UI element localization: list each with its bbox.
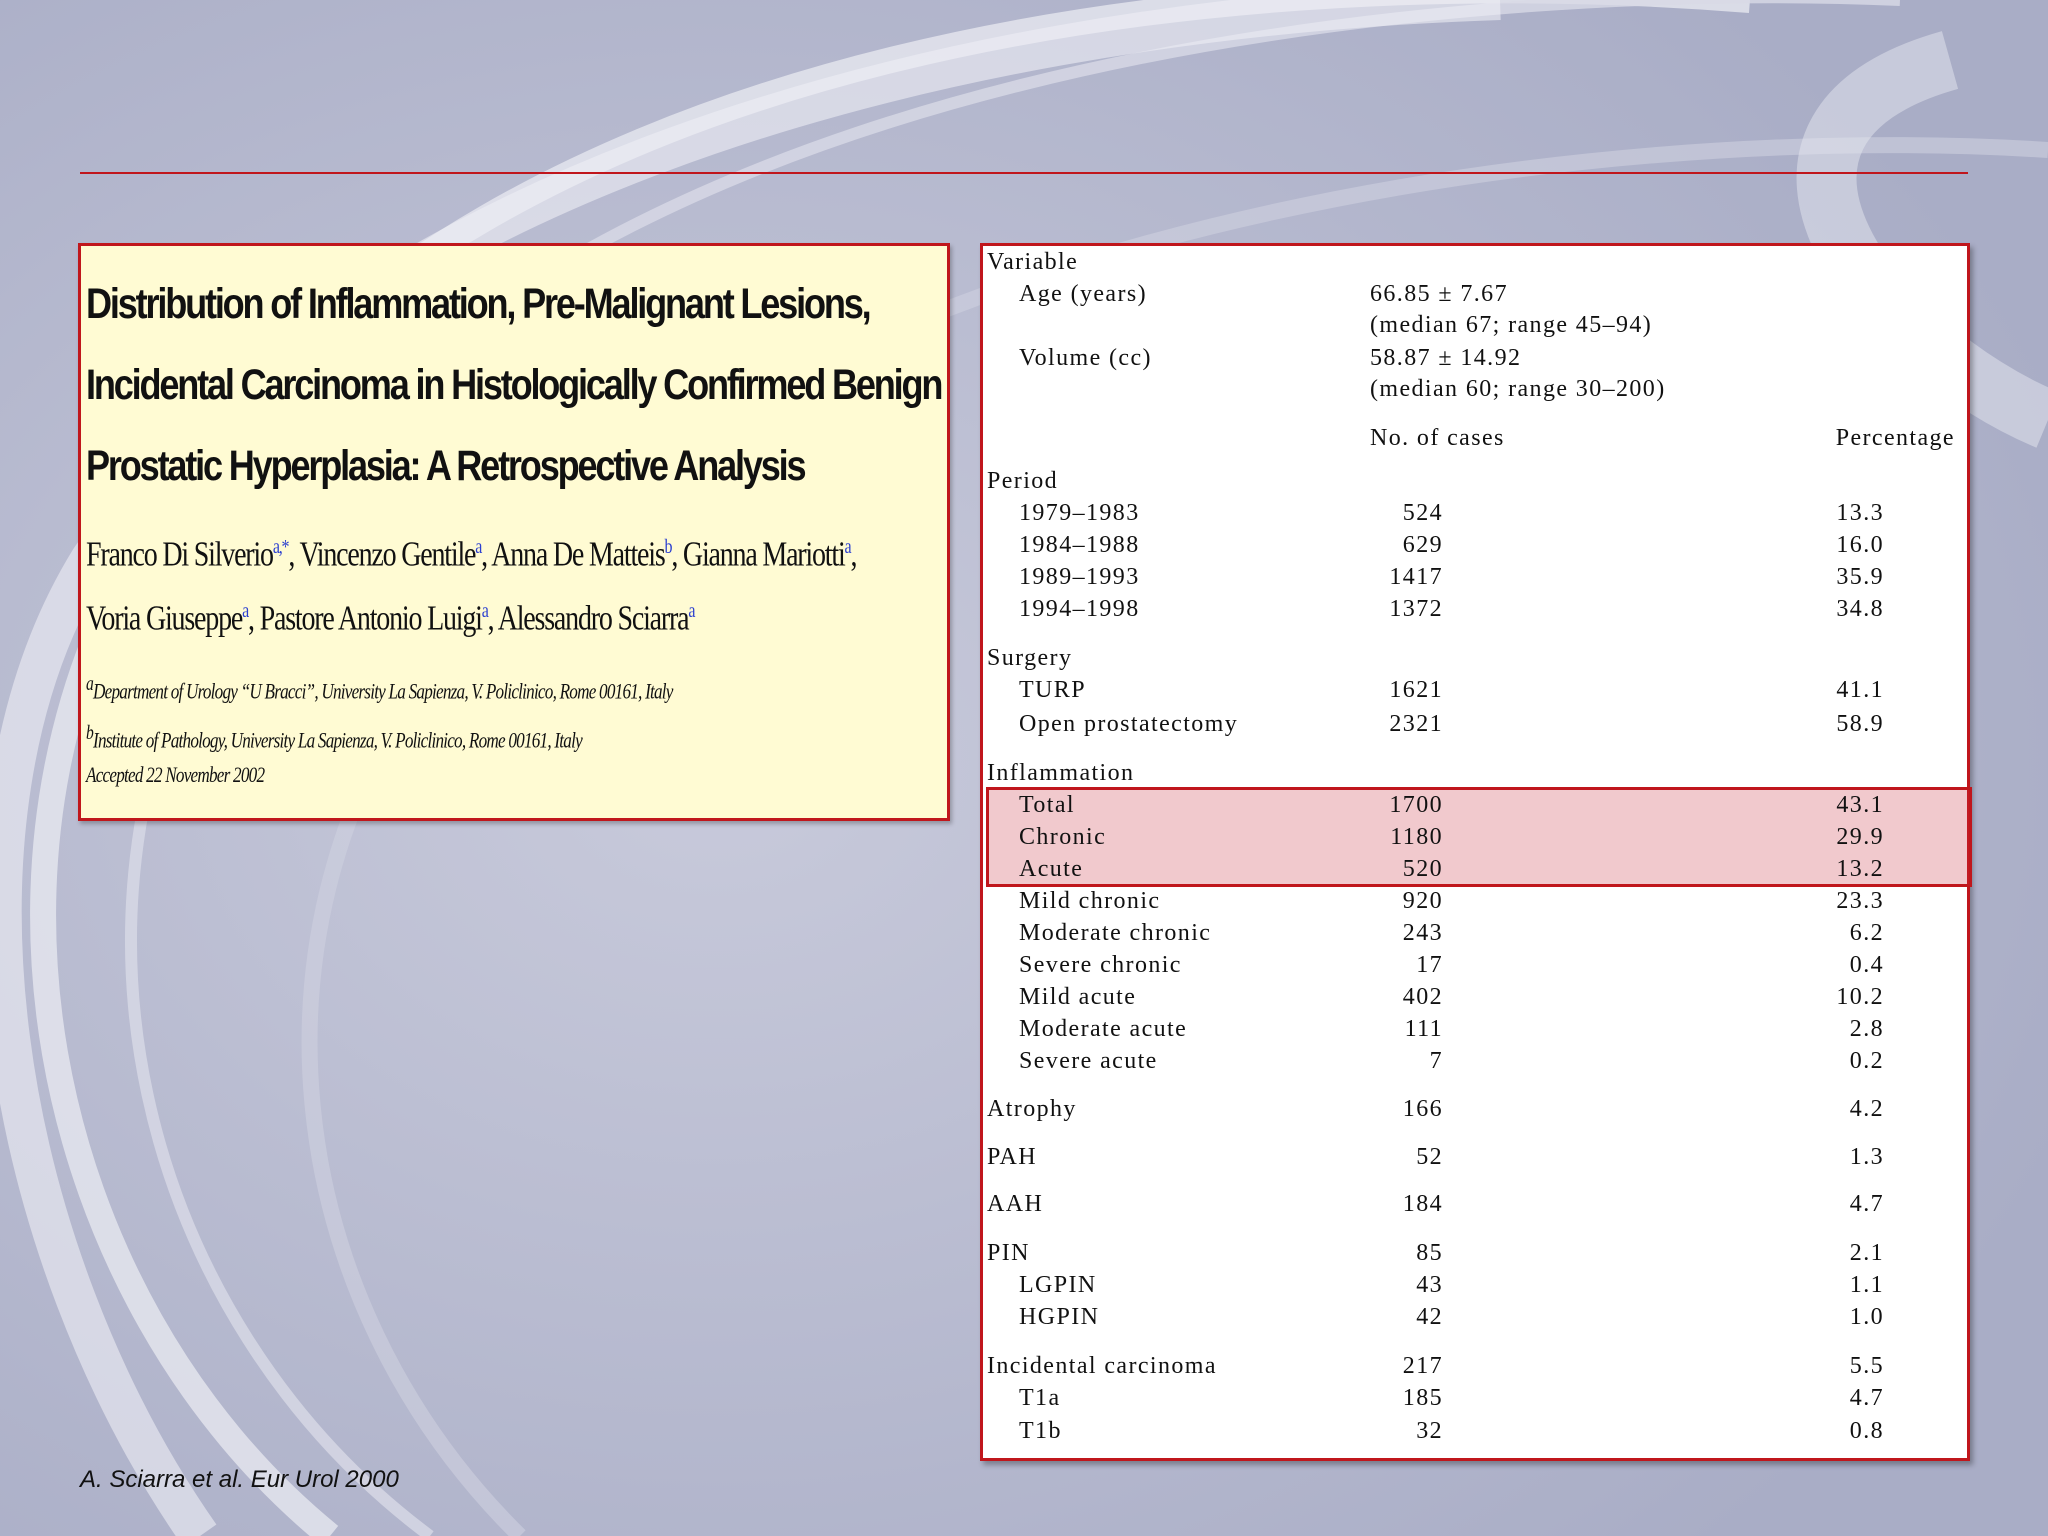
table-row-cases: 43 xyxy=(1416,1272,1443,1298)
table-header-variable: Variable xyxy=(987,249,1079,275)
table-row-label: 1984–1988 xyxy=(1019,532,1140,558)
table-row-label: Incidental carcinoma xyxy=(987,1353,1217,1379)
table-row-label: Atrophy xyxy=(987,1096,1077,1122)
table-row-label: Chronic xyxy=(1019,824,1107,850)
table-row-percentage: 2.1 xyxy=(1849,1240,1884,1266)
table-row-cases: 1180 xyxy=(1390,824,1443,850)
paper-title-line: Incidental Carcinoma in Histologically Confirmed Benign xyxy=(86,361,942,409)
table-row-cases: 524 xyxy=(1402,500,1443,526)
table-row-label: Mild chronic xyxy=(1019,888,1161,914)
table-row-label: Period xyxy=(987,468,1059,494)
author-name: Alessandro Sciarra xyxy=(497,598,689,638)
author-sup: b xyxy=(664,536,672,558)
table-row-cases: 629 xyxy=(1402,532,1443,558)
affiliation-text: Institute of Pathology, University La Sapienza, V. Policlinico, Rome 00161, Italy xyxy=(93,727,582,753)
table-row-percentage: 35.9 xyxy=(1836,564,1884,590)
author-name: Franco Di Silverio xyxy=(86,534,273,574)
table-row-percentage: 41.1 xyxy=(1836,677,1884,703)
table-row-percentage: 13.2 xyxy=(1836,856,1884,882)
table-row-cases: 1372 xyxy=(1389,596,1443,622)
author-sep: , xyxy=(487,598,498,638)
author-sep: , xyxy=(248,598,260,638)
column-header-percentage: Percentage xyxy=(1835,425,1955,451)
table-row-cases: 85 xyxy=(1416,1240,1443,1266)
table-row-label: 1979–1983 xyxy=(1019,500,1140,526)
author-sup: a,* xyxy=(272,536,289,558)
table-row-cases: 1417 xyxy=(1389,564,1443,590)
author-name: Gianna Mariotti xyxy=(682,534,845,574)
column-header-cases: No. of cases xyxy=(1370,425,1505,451)
table-row-percentage: 43.1 xyxy=(1836,792,1884,818)
table-row-cases: 520 xyxy=(1402,856,1443,882)
table-row-label: HGPIN xyxy=(1019,1304,1100,1330)
paper-authors xyxy=(86,519,856,646)
table-row-label: T1a xyxy=(1019,1385,1061,1411)
author-name: Pastore Antonio Luigi xyxy=(259,598,482,638)
table-row-percentage: 13.3 xyxy=(1836,500,1884,526)
table-row-percentage: 1.1 xyxy=(1849,1272,1884,1298)
table-row-label: Surgery xyxy=(987,645,1073,671)
table-row-label: Moderate chronic xyxy=(1019,920,1212,946)
table-row-cases: 402 xyxy=(1402,984,1443,1010)
table-row-label: T1b xyxy=(1019,1418,1062,1444)
table-row-percentage: 1.0 xyxy=(1849,1304,1884,1330)
table-row-cases: 243 xyxy=(1402,920,1443,946)
table-row-percentage: 34.8 xyxy=(1836,596,1884,622)
table-row-cases: 166 xyxy=(1402,1096,1443,1122)
table-row-percentage: 16.0 xyxy=(1836,532,1884,558)
table-row-label: PIN xyxy=(987,1240,1030,1266)
table-row-label: Open prostatectomy xyxy=(1019,711,1239,737)
table-row-label: PAH xyxy=(987,1144,1038,1170)
table-row-label: LGPIN xyxy=(1019,1272,1097,1298)
table-row-label: Total xyxy=(1019,792,1075,818)
volume-label: Volume (cc) xyxy=(1019,345,1152,371)
author-sup: a xyxy=(688,599,695,622)
author-name: Voria Giuseppe xyxy=(86,598,243,638)
volume-detail: (median 60; range 30–200) xyxy=(1370,376,1666,402)
table-row-label: 1994–1998 xyxy=(1019,596,1140,622)
table-row-cases: 184 xyxy=(1402,1191,1443,1217)
author-sep: , xyxy=(288,534,300,574)
author-sep: , xyxy=(850,534,857,574)
author-sup: a xyxy=(481,599,488,622)
table-row-label: TURP xyxy=(1019,677,1086,703)
author-sup: a xyxy=(242,599,249,622)
table-row-percentage: 6.2 xyxy=(1849,920,1884,946)
table-row-percentage: 5.5 xyxy=(1849,1353,1884,1379)
table-row-label: Acute xyxy=(1019,856,1084,882)
paper-title-line: Prostatic Hyperplasia: A Retrospective Analysis xyxy=(86,442,805,490)
paper-affiliations xyxy=(86,663,673,762)
table-row-percentage: 29.9 xyxy=(1836,824,1884,850)
table-row-percentage: 0.8 xyxy=(1849,1418,1884,1444)
table-row-label: Moderate acute xyxy=(1019,1016,1188,1042)
results-table xyxy=(980,243,1970,1461)
table-row-cases: 52 xyxy=(1416,1144,1443,1170)
paper-title xyxy=(86,264,942,507)
age-label: Age (years) xyxy=(1019,281,1148,307)
title-divider-line xyxy=(80,172,1968,174)
table-row-percentage: 4.7 xyxy=(1849,1385,1884,1411)
paper-header-image xyxy=(78,243,950,821)
table-row-label: Severe chronic xyxy=(1019,952,1182,978)
table-row-cases: 32 xyxy=(1416,1418,1443,1444)
author-name: Anna De Matteis xyxy=(491,534,665,574)
table-row-label: Mild acute xyxy=(1019,984,1137,1010)
table-row-percentage: 23.3 xyxy=(1836,888,1884,914)
table-row-percentage: 4.7 xyxy=(1849,1191,1884,1217)
table-row-cases: 217 xyxy=(1402,1353,1443,1379)
affiliation-sup: b xyxy=(86,722,94,745)
author-sep: , xyxy=(671,534,683,574)
table-row-cases: 920 xyxy=(1402,888,1443,914)
author-sep: , xyxy=(481,534,492,574)
volume-value: 58.87 ± 14.92 xyxy=(1370,345,1522,371)
table-row-percentage: 58.9 xyxy=(1836,711,1884,737)
table-row-label: Severe acute xyxy=(1019,1048,1158,1074)
table-row-percentage: 10.2 xyxy=(1836,984,1884,1010)
author-sup: a xyxy=(844,536,851,558)
table-row-cases: 111 xyxy=(1404,1016,1443,1042)
paper-title-line: Distribution of Inflammation, Pre-Malignant Lesions, xyxy=(86,280,870,328)
table-row-cases: 185 xyxy=(1402,1385,1443,1411)
table-row-label: AAH xyxy=(987,1191,1044,1217)
citation: A. Sciarra et al. Eur Urol 2000 xyxy=(80,1466,399,1493)
table-row-cases: 17 xyxy=(1416,952,1443,978)
paper-accepted-date: Accepted 22 November 2002 xyxy=(86,762,265,787)
table-row-percentage: 2.8 xyxy=(1849,1016,1884,1042)
table-row-label: Inflammation xyxy=(987,760,1135,786)
table-row-percentage: 0.2 xyxy=(1849,1048,1884,1074)
age-detail: (median 67; range 45–94) xyxy=(1370,312,1653,338)
table-row-cases: 1700 xyxy=(1389,792,1443,818)
table-row-cases: 2321 xyxy=(1389,711,1443,737)
table-row-percentage: 0.4 xyxy=(1849,952,1884,978)
age-value: 66.85 ± 7.67 xyxy=(1370,281,1508,307)
table-row-cases: 7 xyxy=(1429,1048,1443,1074)
affiliation-text: Department of Urology “U Bracci”, University La Sapienza, V. Policlinico, Rome 00161, Italy xyxy=(93,678,673,704)
table-row-cases: 1621 xyxy=(1389,677,1443,703)
author-name: Vincenzo Gentile xyxy=(299,534,476,574)
table-row-cases: 42 xyxy=(1416,1304,1443,1330)
table-row-percentage: 1.3 xyxy=(1849,1144,1884,1170)
table-row-percentage: 4.2 xyxy=(1849,1096,1884,1122)
table-row-label: 1989–1993 xyxy=(1019,564,1140,590)
affiliation-sup: a xyxy=(86,673,94,695)
author-sup: a xyxy=(475,536,482,558)
